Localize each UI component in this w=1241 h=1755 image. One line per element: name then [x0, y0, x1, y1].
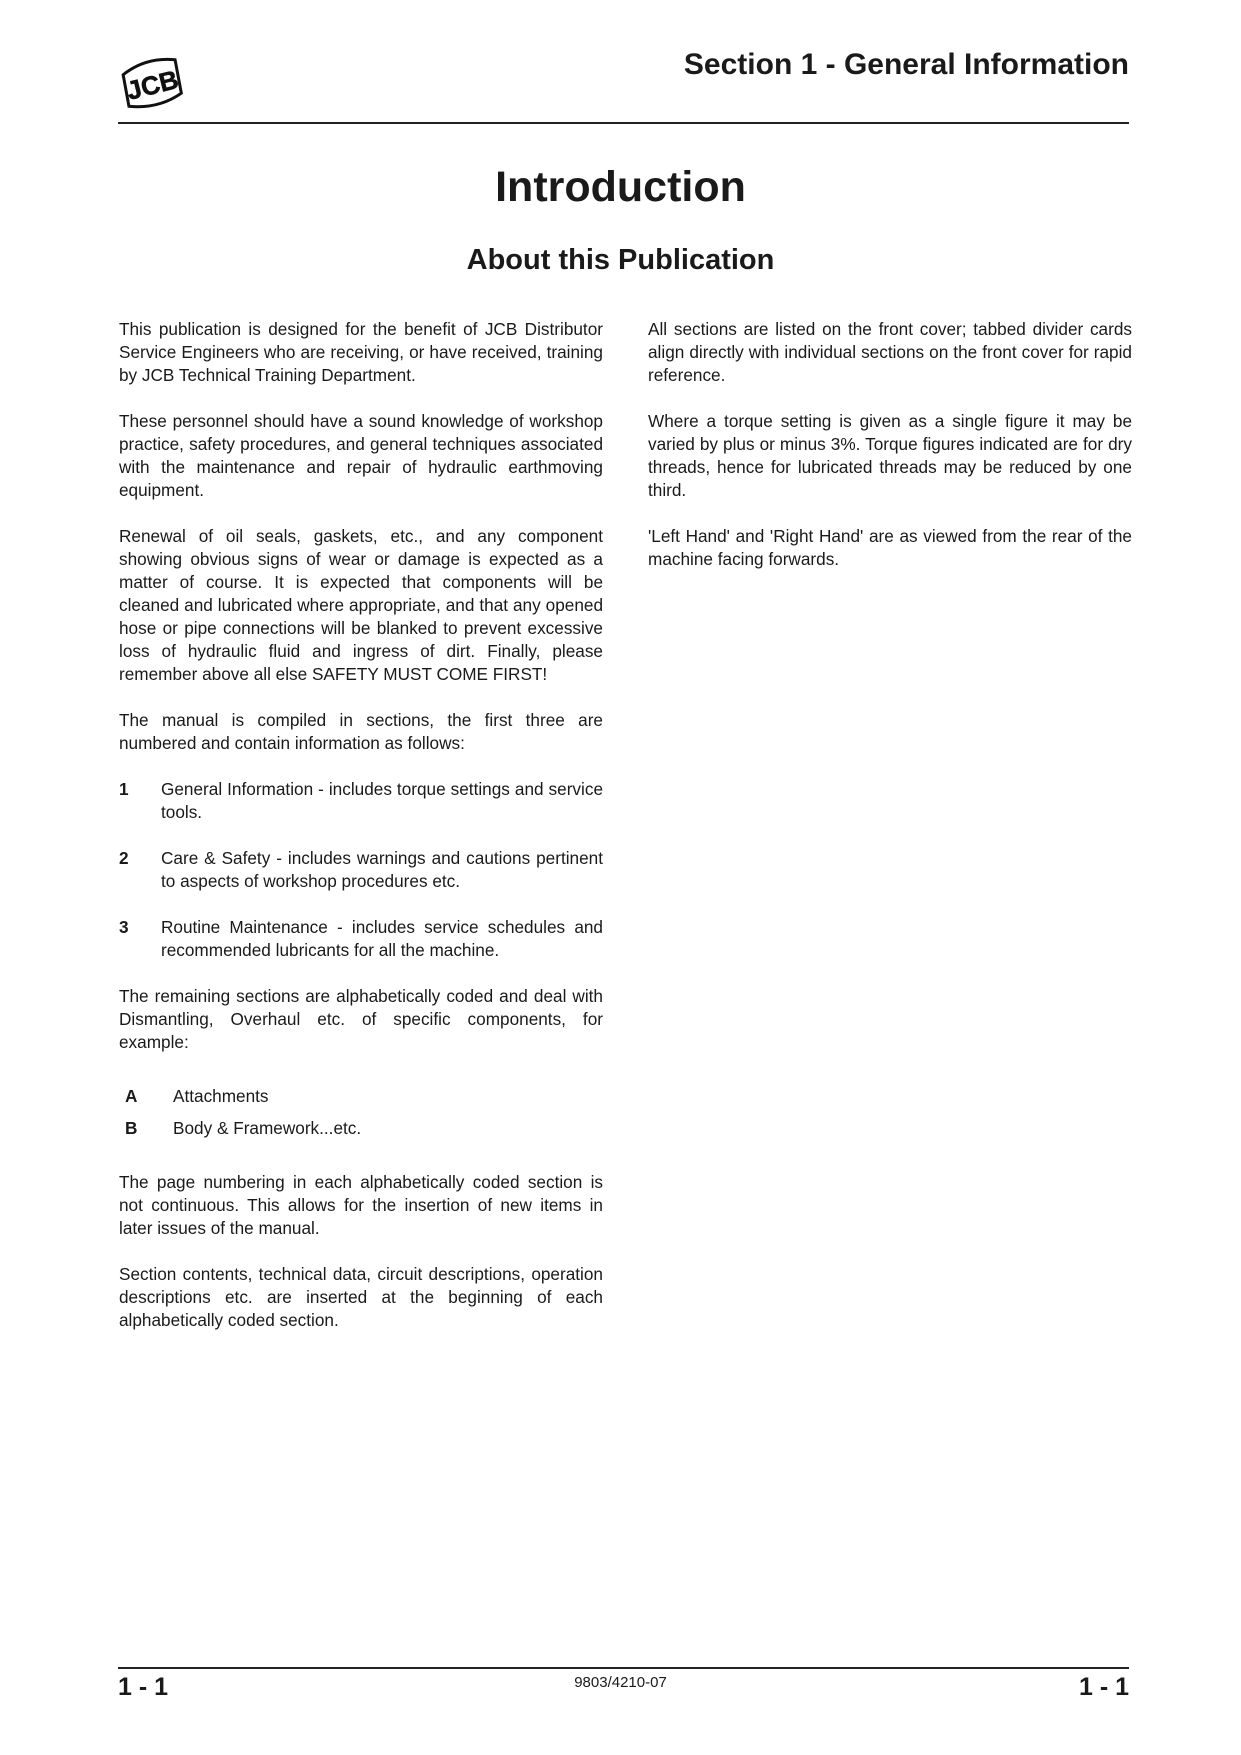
paragraph: All sections are listed on the front cover; tabbed divider cards align directly with individual sections on the front cover for rapid reference.: [648, 319, 1132, 385]
paragraph: The page numbering in each alphabetically coded section is not continuous. This allows for the insertion of new items in later issues of the manual.: [119, 1172, 603, 1238]
list-item-text: General Information - includes torque settings and service tools.: [161, 779, 603, 822]
list-item-letter: B: [125, 1118, 138, 1138]
paragraph: Where a torque setting is given as a single figure it may be varied by plus or minus 3%. Torque figures indicated are for dry threads, hence for lubricated threads may be reduced by one third.: [648, 411, 1132, 500]
paragraph: The remaining sections are alphabetically coded and deal with Dismantling, Overhaul etc. of specific components, for example:: [119, 986, 603, 1052]
list-item: [119, 916, 603, 962]
list-item: [119, 847, 603, 893]
document-number: 9803/4210-07: [574, 1674, 667, 1691]
list-item-letter: A: [125, 1086, 138, 1106]
list-item-text: Care & Safety - includes warnings and cautions pertinent to aspects of workshop procedures etc.: [161, 848, 603, 891]
logo-text: JCB: [123, 64, 182, 106]
list-item-number: 2: [119, 848, 129, 868]
section-title: Section 1 - General Information: [683, 48, 1129, 81]
paragraph: 'Left Hand' and 'Right Hand' are as viewed from the rear of the machine facing forwards.: [648, 526, 1132, 569]
list-item: [119, 778, 603, 824]
footer-rule: [118, 1667, 1129, 1669]
page-number-left: 1 - 1: [118, 1673, 169, 1701]
list-item-text: Body & Framework...etc.: [173, 1118, 362, 1138]
page-title: Introduction: [495, 163, 746, 211]
left-column: [119, 318, 603, 1355]
list-item-number: 3: [119, 917, 129, 937]
right-column: [648, 318, 1132, 594]
lettered-section-list: [119, 1085, 603, 1140]
paragraph: Renewal of oil seals, gaskets, etc., and any component showing obvious signs of wear or damage is expected as a matter of course. It is expected that components will be cleaned and lubricated where appropriate, and that any opened hose or pipe connections will be blanked to prevent excessive loss of hydraulic fluid and ingress of dirt. Finally, please remember above all else SAFETY MUST COME FIRST!: [119, 526, 603, 684]
page-subtitle: About this Publication: [466, 244, 775, 276]
jcb-logo: [118, 54, 186, 112]
list-item-text: Routine Maintenance - includes service schedules and recommended lubricants for all the machine.: [161, 917, 603, 960]
list-item-number: 1: [119, 779, 129, 799]
paragraph: These personnel should have a sound knowledge of workshop practice, safety procedures, and general techniques associated with the maintenance and repair of hydraulic earthmoving equipment.: [119, 411, 603, 500]
page-number-right: 1 - 1: [1078, 1673, 1129, 1701]
paragraph: Section contents, technical data, circuit descriptions, operation descriptions etc. are inserted at the beginning of each alphabetically coded section.: [119, 1264, 603, 1330]
header-rule: [118, 122, 1129, 124]
list-item-text: Attachments: [173, 1086, 269, 1106]
paragraph: This publication is designed for the benefit of JCB Distributor Service Engineers who are receiving, or have received, training by JCB Technical Training Department.: [119, 319, 603, 385]
list-item: [119, 1117, 603, 1140]
paragraph: The manual is compiled in sections, the first three are numbered and contain information as follows:: [119, 710, 603, 753]
list-item: [119, 1085, 603, 1108]
numbered-section-list: [119, 778, 603, 962]
